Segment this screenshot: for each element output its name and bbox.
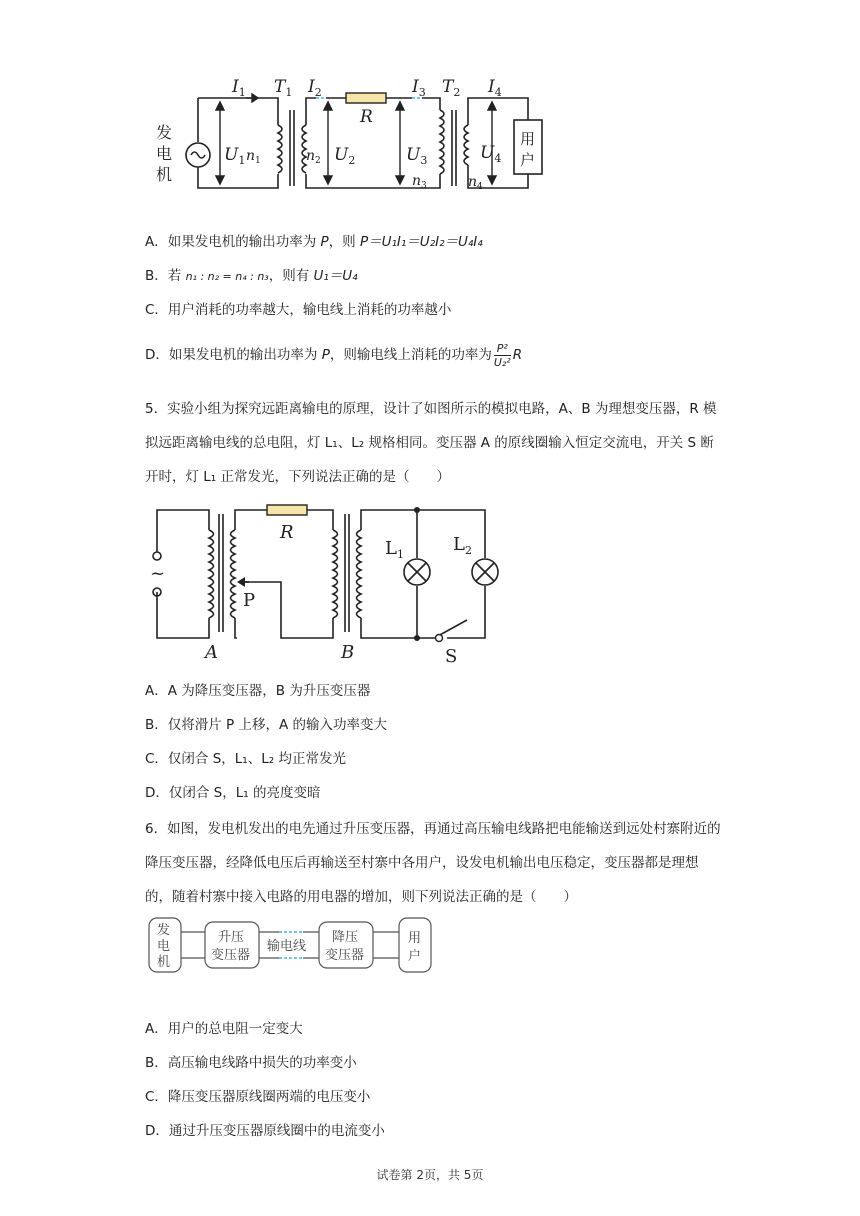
q5-ac-symbol: ~ xyxy=(150,563,166,584)
q6-option-a: A．用户的总电阻一定变大 xyxy=(145,1021,303,1037)
q6-box1-line3: 机 xyxy=(157,955,171,970)
q5-label-P: P xyxy=(243,590,256,611)
q4-label-U2: $U_2$ xyxy=(334,145,356,167)
q6-box3-line1: 降压 xyxy=(332,930,359,945)
q4-label-I4: $I_4$ xyxy=(488,77,502,99)
q5-circuit-svg xyxy=(145,500,505,670)
q4-option-c: C．用户消耗的功率越大，输电线上消耗的功率越小 xyxy=(145,302,452,318)
q4-user-label-1: 用 xyxy=(520,130,536,148)
q4-user-label-2: 户 xyxy=(520,151,536,169)
q5-label-L2: $L_2$ xyxy=(453,534,472,557)
q4-option-d: D．如果发电机的输出功率为 P，则输电线上消耗的功率为 $\frac{\text{P²}}{\text{U₂²}}$ R xyxy=(145,341,523,369)
q6-stem: 6．如图，发电机发出的电先通过升压变压器，再通过高压输电线路把电能输送到远处村寨附近的降压变压器，经降低电压后再输送至村寨中各用户，设发电机输出电压稳定，变压器都是理想的，随着村寨中接入电路的用电器的增加，则下列说法正确的是（ ） xyxy=(145,821,721,905)
q5-option-a: A．A 为降压变压器，B 为升压变压器 xyxy=(145,683,371,699)
q4-label-n3: $n_3$ xyxy=(412,173,427,191)
q6-option-b: B．高压输电线路中损失的功率变小 xyxy=(145,1055,357,1071)
q5-circuit-figure xyxy=(145,500,505,670)
q6-box3-line2: 变压器 xyxy=(325,948,365,963)
q4-label-n2: $n_2$ xyxy=(306,148,321,166)
q5-option-c: C．仅闭合 S，L₁、L₂ 均正常发光 xyxy=(145,751,346,767)
q4-label-T2: $T_2$ xyxy=(442,77,461,99)
q4-circuit-svg xyxy=(150,70,550,200)
q4-label-U4: $U_4$ xyxy=(480,143,502,165)
q6-box2-line1: 升压 xyxy=(218,930,245,945)
q4-circuit-figure xyxy=(150,70,550,200)
q4-label-T1: $T_1$ xyxy=(274,77,293,99)
q6-option-d: D．通过升压变压器原线圈中的电流变小 xyxy=(145,1123,385,1139)
q5-label-R: R xyxy=(280,522,294,543)
q6-box1-line1: 发 xyxy=(157,923,171,938)
q4-option-a: A．如果发电机的输出功率为 P，则 P＝U₁I₁＝U₂I₂＝U₄I₄ xyxy=(145,234,483,250)
q6-box4-line2: 户 xyxy=(408,949,422,964)
q6-box1-line2: 电 xyxy=(157,939,171,954)
q4-option-d-fraction: $\frac{\text{P²}}{\text{U₂²}}$ xyxy=(493,341,511,369)
q4-label-I3: $I_3$ xyxy=(412,77,426,99)
q5-stem: 5．实验小组为探究远距离输电的原理，设计了如图所示的模拟电路，A、B 为理想变压器，R 模拟远距离输电线的总电阻，灯 L₁、L₂ 规格相同。变压器 A 的原线圈输入恒定交流电，开关 S 断开时，灯 L₁ 正常发光，下列说法正确的是（ ） xyxy=(145,401,717,485)
q5-label-L1: $L_1$ xyxy=(385,538,404,561)
q4-label-U3: $U_3$ xyxy=(406,145,428,167)
q6-block-svg xyxy=(145,914,445,976)
q4-label-I2: $I_2$ xyxy=(308,77,322,99)
q5-label-A: A xyxy=(205,642,218,663)
q4-option-b: B．若 n₁ : n₂ = n₄ : n₃，则有 U₁＝U₄ xyxy=(145,268,358,284)
q6-box4-line1: 用 xyxy=(408,931,422,946)
q6-block-figure xyxy=(145,914,445,976)
q4-generator-label-2: 电 xyxy=(156,144,173,163)
q4-generator-label-3: 机 xyxy=(156,165,173,184)
q4-label-I1: $I_1$ xyxy=(232,77,246,99)
q4-label-n4: $n_4$ xyxy=(468,174,483,192)
q5-option-d: D．仅闭合 S，L₁ 的亮度变暗 xyxy=(145,785,321,801)
q4-label-R: R xyxy=(360,107,373,127)
q5-label-S: S xyxy=(445,646,458,667)
q4-label-U1: $U_1$ xyxy=(224,145,246,167)
q5-label-B: B xyxy=(341,642,355,663)
page-footer: 试卷第 2页，共 5页 xyxy=(376,1168,484,1182)
q4-label-n1: $n_1$ xyxy=(246,148,261,166)
q5-option-b: B．仅将滑片 P 上移，A 的输入功率变大 xyxy=(145,717,388,733)
q6-line-label: 输电线 xyxy=(267,939,307,954)
q4-generator-label-1: 发 xyxy=(156,123,173,142)
q6-option-c: C．降压变压器原线圈两端的电压变小 xyxy=(145,1089,371,1105)
q6-box2-line2: 变压器 xyxy=(211,948,251,963)
